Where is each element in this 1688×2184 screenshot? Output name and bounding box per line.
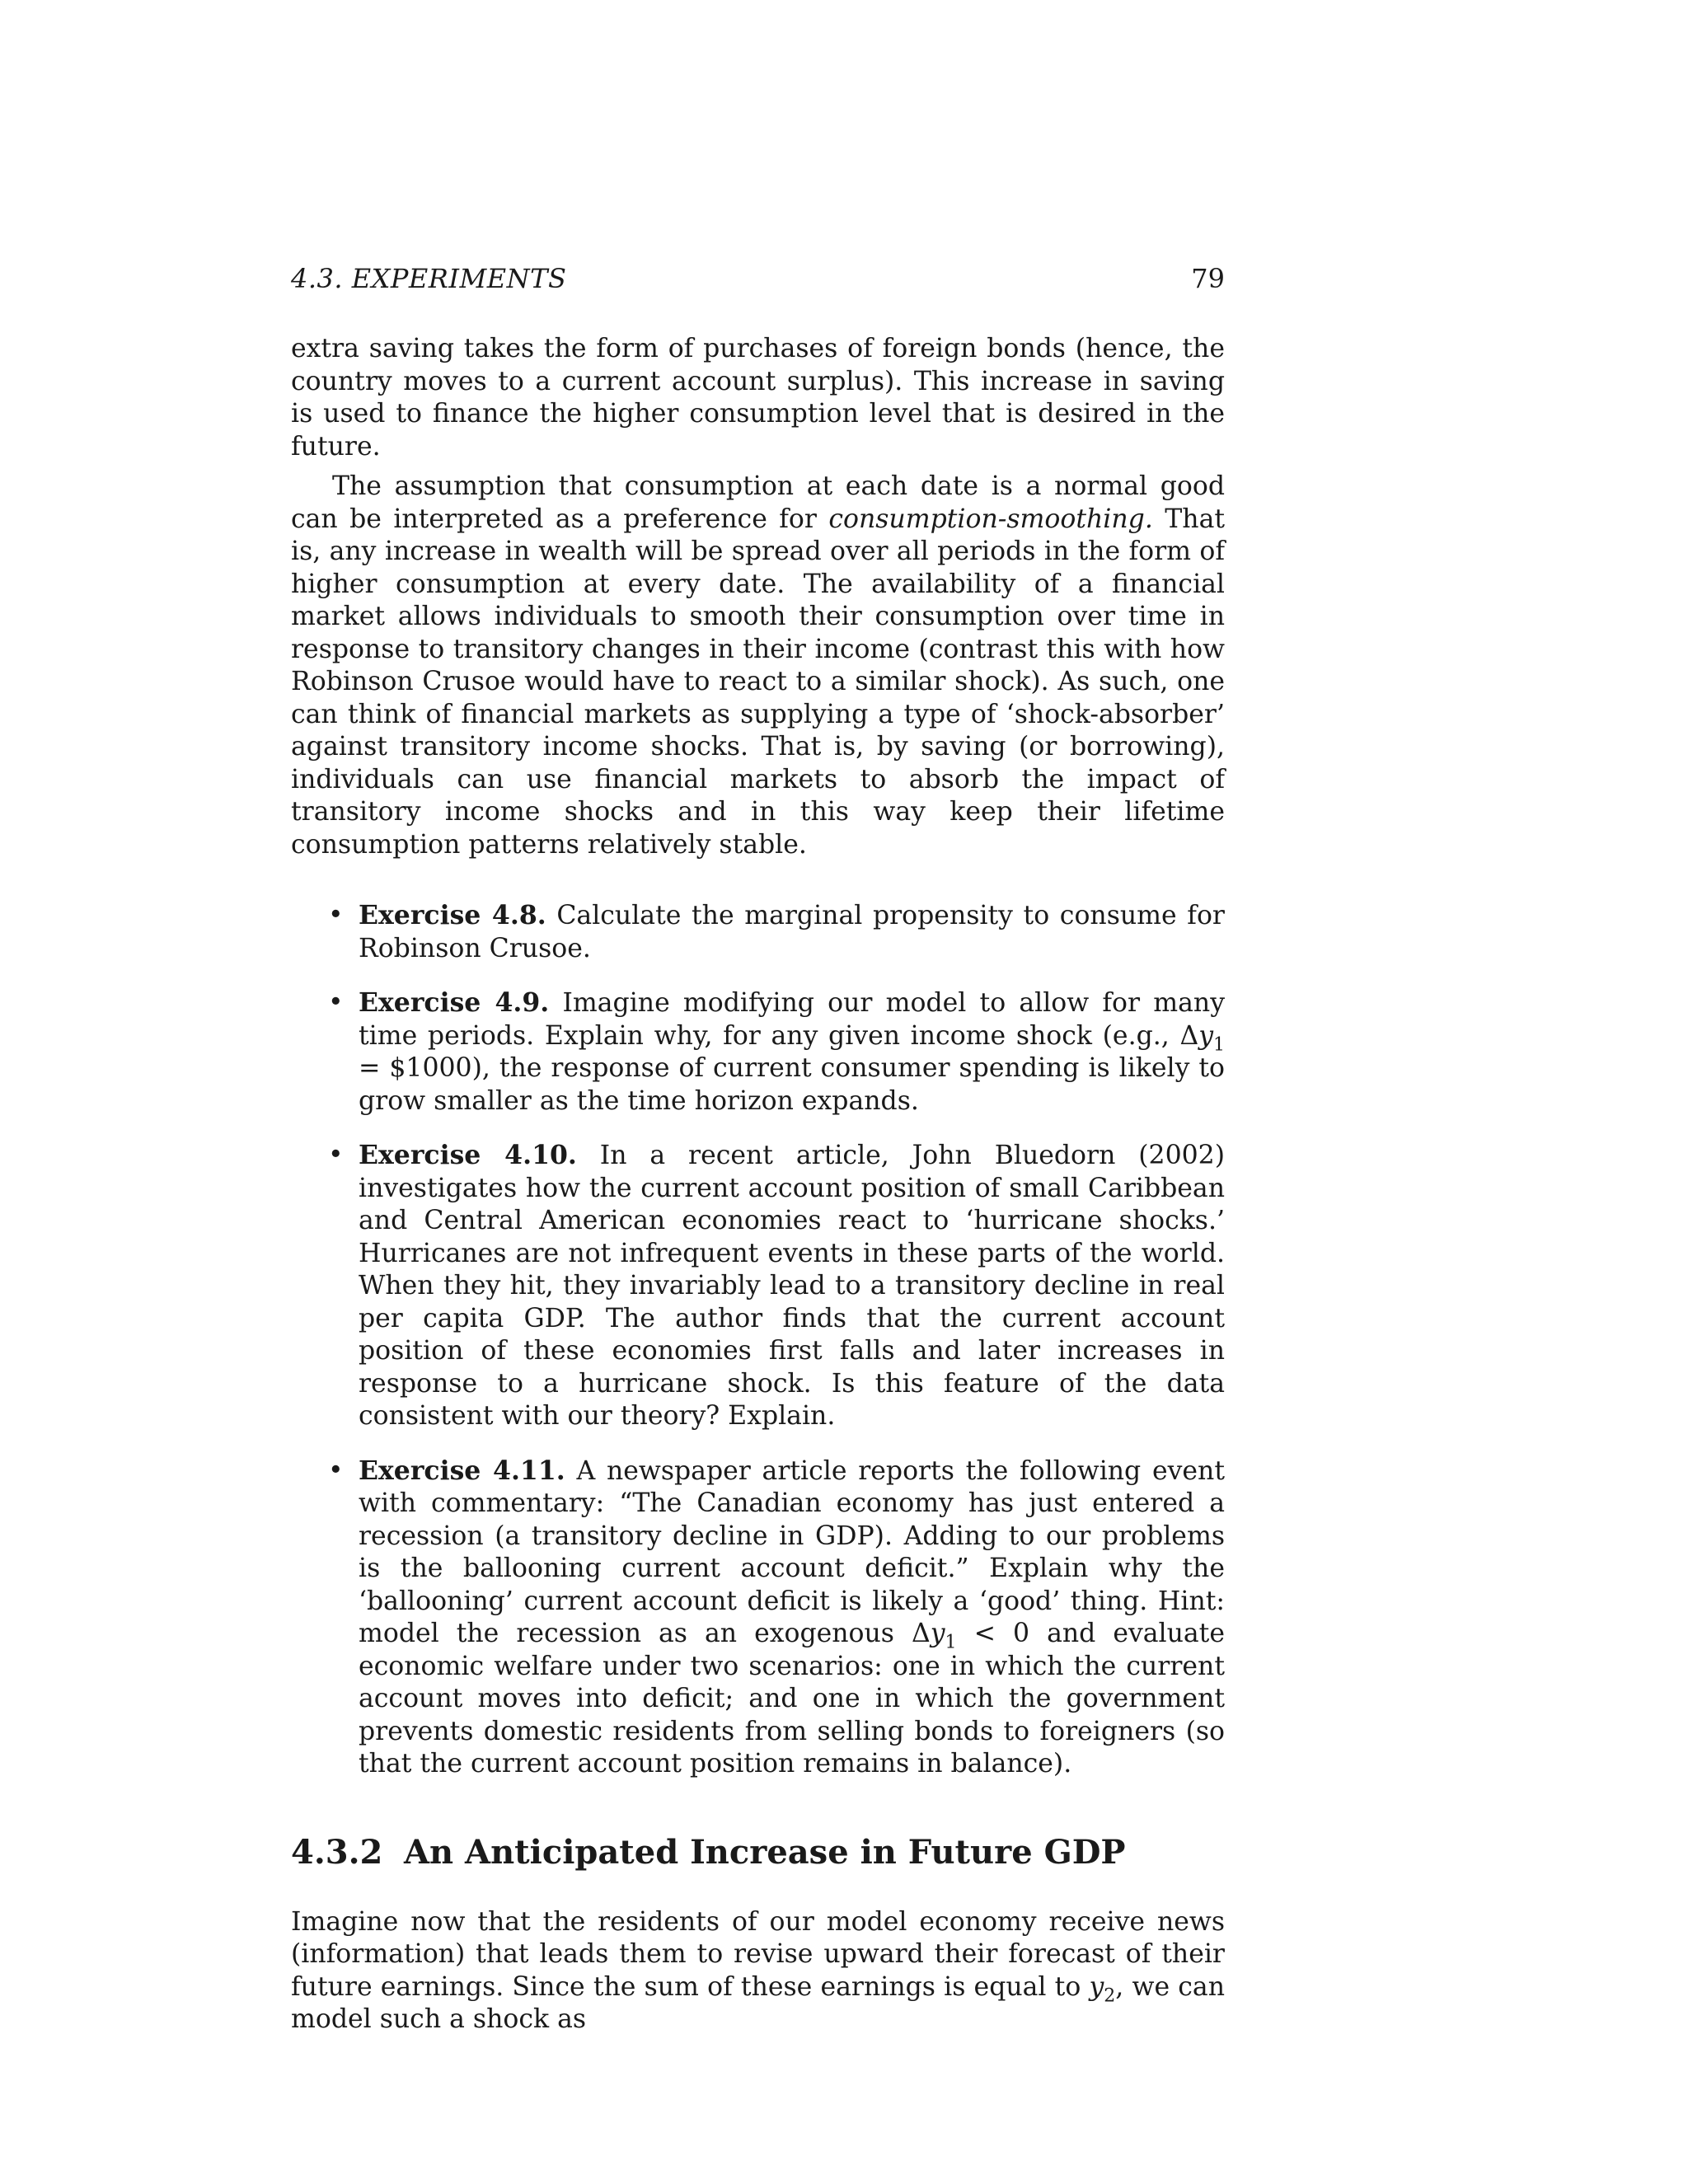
math-variable: y: [1198, 1020, 1213, 1051]
math-y2: [1089, 1971, 1116, 2006]
exercise-label: Exercise 4.8.: [359, 900, 546, 930]
math-delta: Δ: [912, 1619, 931, 1648]
subsection-number: 4.3.2: [291, 1832, 383, 1872]
paragraph-2-text-a: The assumption that consumption at each date is a normal good can be interpreted as a preference for: [291, 471, 1225, 534]
exercise-text-a: Imagine modifying our model to allow for many time periods. Explain why, for any given income shock (e.g.,: [359, 988, 1225, 1051]
page-number: 79: [1191, 263, 1225, 294]
math-delta: Δ: [1179, 1020, 1199, 1051]
exercise-4-10: [291, 1139, 1225, 1433]
exercise-4-8: [291, 899, 1225, 965]
math-variable: y: [1089, 1971, 1104, 2002]
math-subscript: 1: [945, 1632, 957, 1653]
math-delta-y1: [1179, 1020, 1225, 1055]
running-header: [291, 262, 1225, 295]
exercise-4-9: [291, 987, 1225, 1118]
math-delta-y1: [912, 1619, 957, 1653]
paragraph-final-text-b: , we can model such a shock as: [291, 1971, 1225, 2034]
exercise-4-11: [291, 1455, 1225, 1781]
paragraph-2-text-b: That is, any increase in wealth will be spread over all periods in the form of higher consumption at every date. The availability of a financial market allows individuals to smooth their consumption over time in response to transitory changes in their income (contrast this with how Robinson Crusoe would have to react to a similar shock). As such, one can think of financial markets as supplying a type of ‘shock-absorber’ against transitory income shocks. That is, by saving (or borrowing), individuals can use financial markets to absorb the impact of transitory income shocks and in this way keep their lifetime consumption patterns relatively stable.: [291, 504, 1226, 860]
bullet: •: [328, 900, 344, 930]
math-variable: y: [930, 1619, 945, 1648]
exercise-text: In a recent article, John Bluedorn (2002) investigates how the current account position of small Caribbean and Central American economies react to ‘hurricane shocks.’ Hurricanes are not infrequent events in these parts of the world. When they hit, they invariably lead to a transitory decline in real per capita GDP. The author finds that the current account position of these economies first falls and later increases in response to a hurricane shock. Is this feature of the data consistent with our theory? Explain.: [359, 1141, 1225, 1431]
exercise-text-b: = $1000), the response of current consumer spending is likely to grow smaller as the time horizon expands.: [359, 1053, 1225, 1116]
paragraph-2: [291, 471, 1225, 861]
page: [291, 262, 1225, 2036]
exercise-label: Exercise 4.9.: [359, 987, 550, 1018]
subsection-heading: [291, 1832, 1225, 1873]
paragraph-2-emphasis: consumption-smoothing.: [828, 504, 1153, 534]
math-subscript: 1: [1213, 1033, 1225, 1055]
paragraph-1: extra saving takes the form of purchases of foreign bonds (hence, the country moves to a current account surplus). This increase in saving is used to finance the higher consumption level that is desired in the future.: [291, 334, 1225, 462]
exercise-label: Exercise 4.10.: [359, 1140, 577, 1170]
exercise-text: Calculate the marginal propensity to consume for Robinson Crusoe.: [359, 901, 1225, 963]
subsection-title: An Anticipated Increase in Future GDP: [404, 1832, 1126, 1872]
paragraph-final-text-a: Imagine now that the residents of our model economy receive news (information) that leads them to revise upward their forecast of their future earnings. Since the sum of these earnings is equal to: [291, 1906, 1225, 2002]
paragraph-final: [291, 1906, 1225, 2036]
exercise-text-a: A newspaper article reports the following event with commentary: “The Canadian economy has just entered a recession (a transitory decline in GDP). Adding to our problems is the ballooning current account deficit.” Explain why the ‘ballooning’ current account deficit is likely a ‘good’ thing. Hint: model the recession as an exogenous: [359, 1455, 1225, 1648]
bullet: •: [328, 1455, 344, 1485]
exercise-text-b: < 0 and evaluate economic welfare under two scenarios: one in which the current account moves into deficit; and one in which the government prevents domestic residents from selling bonds to foreigners (so that the current account position remains in balance).: [359, 1619, 1225, 1779]
math-subscript: 2: [1104, 1985, 1116, 2006]
exercise-list: [291, 899, 1225, 1781]
section-title: 4.3. EXPERIMENTS: [291, 263, 567, 294]
bullet: •: [328, 1140, 344, 1169]
bullet: •: [328, 987, 344, 1017]
exercise-label: Exercise 4.11.: [359, 1455, 565, 1486]
